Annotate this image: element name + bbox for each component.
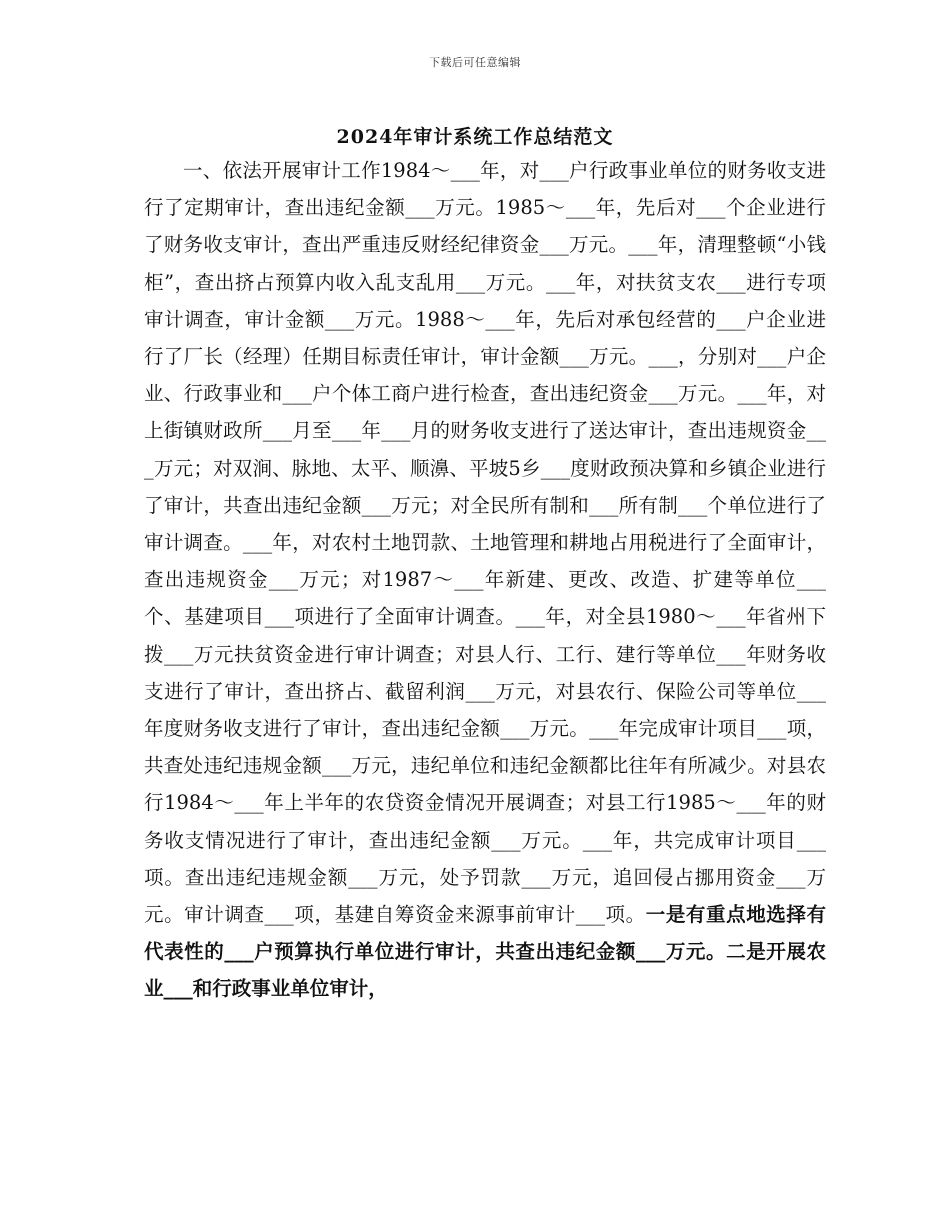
header-note: 下载后可任意编辑 (429, 56, 521, 69)
body-paragraph (144, 152, 826, 1008)
page-title: 2024年审计系统工作总结范文 (336, 126, 614, 148)
paragraph-text: 一、依法开展审计工作1984～___年，对___户行政事业单位的财务收支进行了定期审计，查出违纪金额___万元。1985～___年，先后对___个企业进行了财务收支审计，查出严重违反财经纪律资金___万元。___年，清理整顿“小钱柜”，查出挤占预算内收入乱支乱用___万元。___年，对扶贫支农___进行专项审计调查，审计金额___万元。1988～___年，先后对承包经营的___户企业进行了厂长（经理）任期目标责任审计，审计金额___万元。___，分别对___户企业、行政事业和___户个体工商户进行检查，查出违纪资金___万元。___年，对上街镇财政所___月至___年___月的财务收支进行了送达审计，查出违规资金___万元；对双涧、脉地、太平、顺濞、平坡5乡___度财政预决算和乡镇企业进行了审计，共查出违纪金额___万元；对全民所有制和___所有制___个单位进行了审计调查。___年，对农村土地罚款、土地管理和耕地占用税进行了全面审计，查出违规资金___万元；对1987～___年新建、更改、改造、扩建等单位___个、基建项目___项进行了全面审计调查。___年，对全县1980～___年省州下拨___万元扶贫资金进行审计调查；对县人行、工行、建行等单位___年财务收支进行了审计，查出挤占、截留利润___万元，对县农行、保险公司等单位___年度财务收支进行了审计，查出违纪金额___万元。___年完成审计项目___项，共查处违纪违规金额___万元，违纪单位和违纪金额都比往年有所减少。对县农行1984～___年上半年的农贷资金情况开展调查；对县工行1985～___年的财务收支情况进行了审计，查出违纪金额___万元。___年，共完成审计项目___项。查出违纪违规金额___万元，处予罚款___万元，追回侵占挪用资金___万元。审计调查___项，基建自筹资金来源事前审计___项。 (144, 159, 826, 927)
paragraph-bold-text: 一是有重点地选择有代表性的___户预算执行单位进行审计，共查出违纪金额___万元。二是开展农业___和行政事业单位审计， (144, 903, 826, 1001)
